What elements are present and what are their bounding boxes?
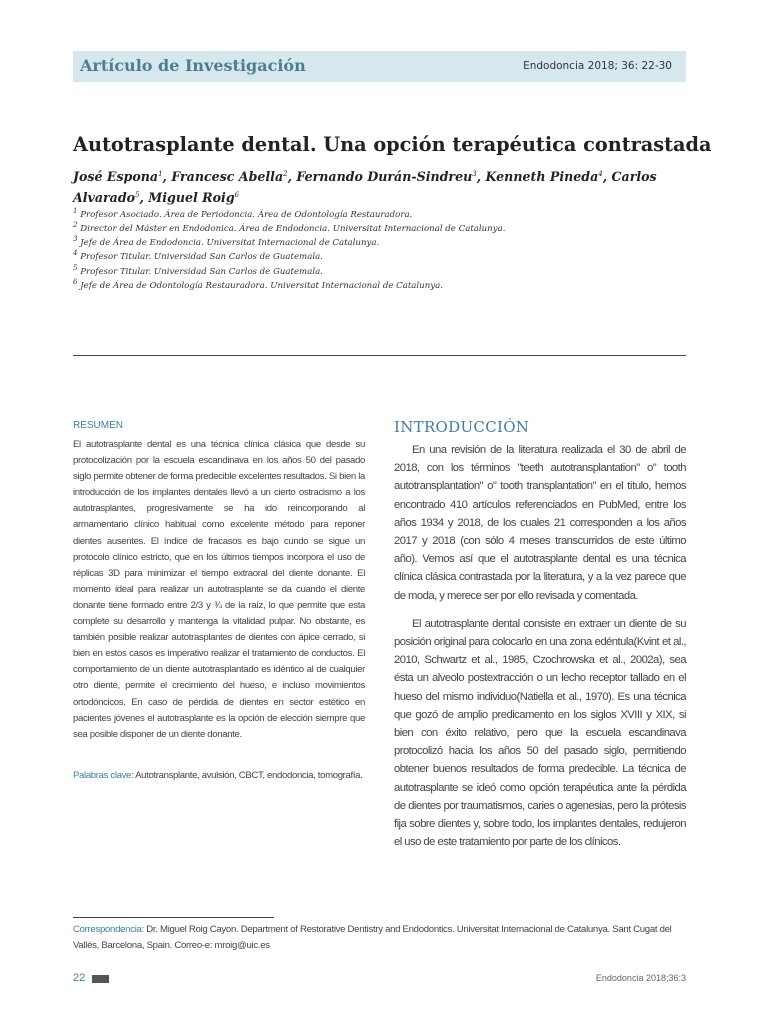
author: Fernando Durán-Sindreu$^3$, <box>296 169 486 185</box>
correspondence-text: Dr. Miguel Roig Cayon. Department of Restorative Dentistry and Endodontics. Universitat Internacional de Catalunya. Sant Cugat del Vallès, Barcelona, Spain. Correo-e: mroig@uic.es <box>73 924 672 951</box>
author-list <box>73 165 688 207</box>
page-marker <box>92 975 109 983</box>
affiliation: $^3$ Jefe de Área de Endodoncia. Universitat Internacional de Catalunya. <box>73 235 380 249</box>
header-divider <box>73 355 686 356</box>
affiliation: $^2$ Director del Máster en Endodonica. Área de Endodoncia. Universitat Internacional de Catalunya. <box>73 221 506 235</box>
affiliation: $^6$ Jefe de Área de Odontología Restauradora. Universitat Internacional de Catalunya. <box>73 277 443 291</box>
author: José Espona$^1$, <box>73 169 172 185</box>
paragraph: El autotrasplante dental consiste en extraer un diente de su posición original para colocarlo en una zona edéntula(Kvint et al., 2010, Schwartz et al., 1985, Czochrowska et al., 2002a), sea ésta un alveolo postextracción o un lecho receptor tallado en el hueso del mismo individuo(Natiella et al., 1970). Es una técnica que gozó de amplio predicamento en los siglos XVIII y XIX, si bien con éxito relativo, pero que la escuela escandinava protocolizó hacia los años 50 del pasado siglo, permitiendo obtener buenos resultados de forma predecible. La técnica de autotrasplante se ideó como opción terapéutica ante la pérdida de dientes por traumatismos, caries o agenesias, pero la prótesis fija sobre dientes y, sobre todo, los implantes dentales, redujeron el uso de este tratamiento por parte de los clínicos. <box>394 617 686 849</box>
author: Kenneth Pineda$^4$, <box>485 169 612 185</box>
article-title: Autotrasplante dental. Una opción terapéutica contrastada <box>73 133 712 156</box>
keywords <box>73 768 365 784</box>
keywords-label: Palabras clave: <box>73 770 134 781</box>
introduction-body <box>394 441 686 851</box>
author: Miguel Roig$^6$ <box>148 190 240 206</box>
keywords-text: Autotransplante, avulsión, CBCT, endodoncia, tomografía. <box>133 770 363 781</box>
page-number: 22 <box>73 972 86 984</box>
footer-journal-reference: Endodoncia 2018;36:3 <box>595 973 686 983</box>
affiliation: $^1$ Profesor Asociado. Área de Periodoncia. Área de Odontología Restauradora. <box>73 207 413 220</box>
affiliation: $^4$ Profesor Titular. Universidad San Carlos de Guatemala. <box>73 249 323 263</box>
abstract-body: El autotrasplante dental es una técnica clínica clásica que desde su protocolización por la escuela escandinava en los años 50 del pasado siglo permite obtener de forma predecible excelentes resultados. Si bien la introducción de los implantes dentales llevó a un cierto ostracismo a los autotrasplantes, progresivamente se ha ido reincorporando al armamentario clínico habitual como excelente método para reponer dientes ausentes. El índice de fracasos es bajo cundo se sigue un protocolo clínico estricto, que en los últimos tiempos incorpora el uso de réplicas 3D para minimizar el tiempo extraoral del diente donante. El momento ideal para realizar un autotrasplante se da cuando el diente donante tiene formado entre 2/3 y ¾ de la raíz, lo que permite que esta complete su desarrollo y mantenga la vitalidad pulpar. No obstante, es también posible realizar autotrasplantes de dientes con ápice cerrado, si bien en estos casos es imperativo realizar el tratamiento de conductos. El comportamiento de un diente autotrasplantado es idéntico al de cualquier otro diente, permite el crecimiento del hueso, e incluso movimientos ortodóncicos. En caso de pérdida de dientes en sector estético en pacientes jóvenes el autotrasplante es la opción de elección siempre que sea posible disponer de un diente donante. <box>73 439 365 740</box>
footnote-divider <box>73 917 274 918</box>
affiliation-list <box>73 206 688 291</box>
paragraph: En una revisión de la literatura realizada el 30 de abril de 2018, con los términos "teeth autotransplantation" o" tooth autotransplantation" o" tooth transplantation" en el título, hemos encontrado 410 artículos referenciados en PubMed, entre los años 1934 y 2018, de los cuales 21 corresponden a los años 2017 y 2018 (con sólo 4 meses transcurridos de este último año). Vemos así que el autotrasplante dental es una técnica clínica clásica contrastada por la literatura, y a la vez parece que de moda, y merece ser por ello revisada y comentada. <box>394 444 686 602</box>
correspondence-note <box>73 922 688 954</box>
introduction-heading: INTRODUCCIÓN <box>394 418 530 436</box>
journal-reference: Endodoncia 2018; 36: 22-30 <box>523 60 672 72</box>
author: Carlos Alvarado$^5$, <box>73 169 657 206</box>
correspondence-label: Correspondencia: <box>73 924 144 935</box>
section-label: Artículo de Investigación <box>80 56 306 75</box>
author: Francesc Abella$^2$, <box>171 169 297 185</box>
section-banner <box>73 51 686 82</box>
abstract-heading: RESUMEN <box>73 420 124 431</box>
affiliation: $^5$ Profesor Titular. Universidad San Carlos de Guatemala. <box>73 263 323 277</box>
